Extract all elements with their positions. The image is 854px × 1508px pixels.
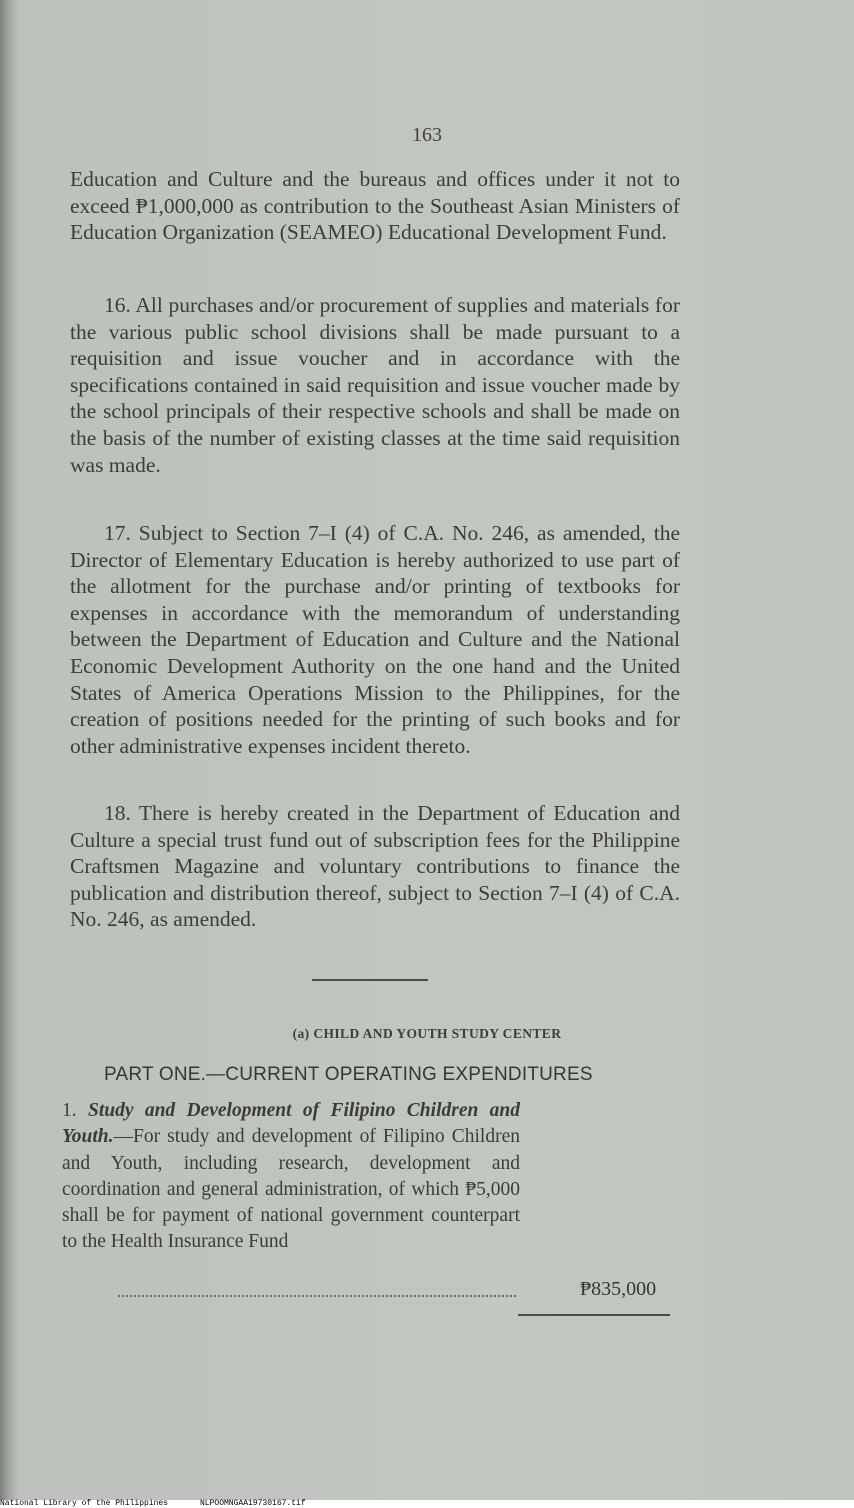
item-description: For study and development of Filipino Children and Youth, including research, development and coordination and general administration, of which ₱5,000 shall be for payment of national government counterpart to the Health Insurance Fund <box>62 1126 520 1253</box>
paragraph-18 <box>70 800 680 933</box>
part-heading: PART ONE.—CURRENT OPERATING EXPENDITURES <box>104 1064 593 1085</box>
page-number: 163 <box>412 124 442 146</box>
item-amount: ₱835,000 <box>580 1278 657 1300</box>
item-title: Study and Development of Filipino Children and Youth. <box>62 1100 521 1148</box>
dot-leader <box>118 1295 516 1297</box>
paragraph-16 <box>70 292 680 478</box>
item-number: 1. <box>62 1100 77 1121</box>
section-divider <box>312 979 428 981</box>
footer-library: National Library of the Philippines <box>0 1499 169 1508</box>
footer-filename: NLPOOMNGAA19730167.tif <box>200 1499 306 1508</box>
paragraph-text: 18. There is hereby created in the Department of Education and Culture a special trust fund out of subscription fees for the Philippine Craftsmen Magazine and voluntary contributions to finance the publication and distribution thereof, subject to Section 7–I (4) of C.A. No. 246, as amended. <box>70 801 680 932</box>
scan-footer <box>0 1500 854 1508</box>
section-heading: (a) CHILD AND YOUTH STUDY CENTER <box>292 1026 562 1041</box>
item-dash: — <box>113 1126 133 1148</box>
paragraph-text: 17. Subject to Section 7–I (4) of C.A. No. 246, as amended, the Director of Elementary Education is hereby authorized to use part of the allotment for the purchase and/or printing of textbooks for expenses in accordance with the memorandum of understanding between the Department of Education and Culture and the National Economic Development Authority on the one hand and the United States of America Operations Mission to the Philippines, for the creation of positions needed for the printing of such books and for other administrative expenses incident thereto. <box>70 521 680 758</box>
budget-item <box>62 1098 520 1256</box>
paragraph-text: 16. All purchases and/or procurement of supplies and materials for the various public school divisions shall be made pursuant to a requisition and issue voucher and in accordance with the specifications contained in said requisition and issue voucher made by the school principals of their respective schools and shall be made on the basis of the number of existing classes at the time said requisition was made. <box>70 293 680 477</box>
paragraph-17 <box>70 520 680 759</box>
continuation-paragraph <box>70 166 680 246</box>
amount-underline <box>518 1314 670 1316</box>
paragraph-text: Education and Culture and the bureaus and offices under it not to exceed ₱1,000,000 as contribution to the Southeast Asian Ministers of Education Organization (SEAMEO) Educational Development Fund. <box>70 167 680 245</box>
